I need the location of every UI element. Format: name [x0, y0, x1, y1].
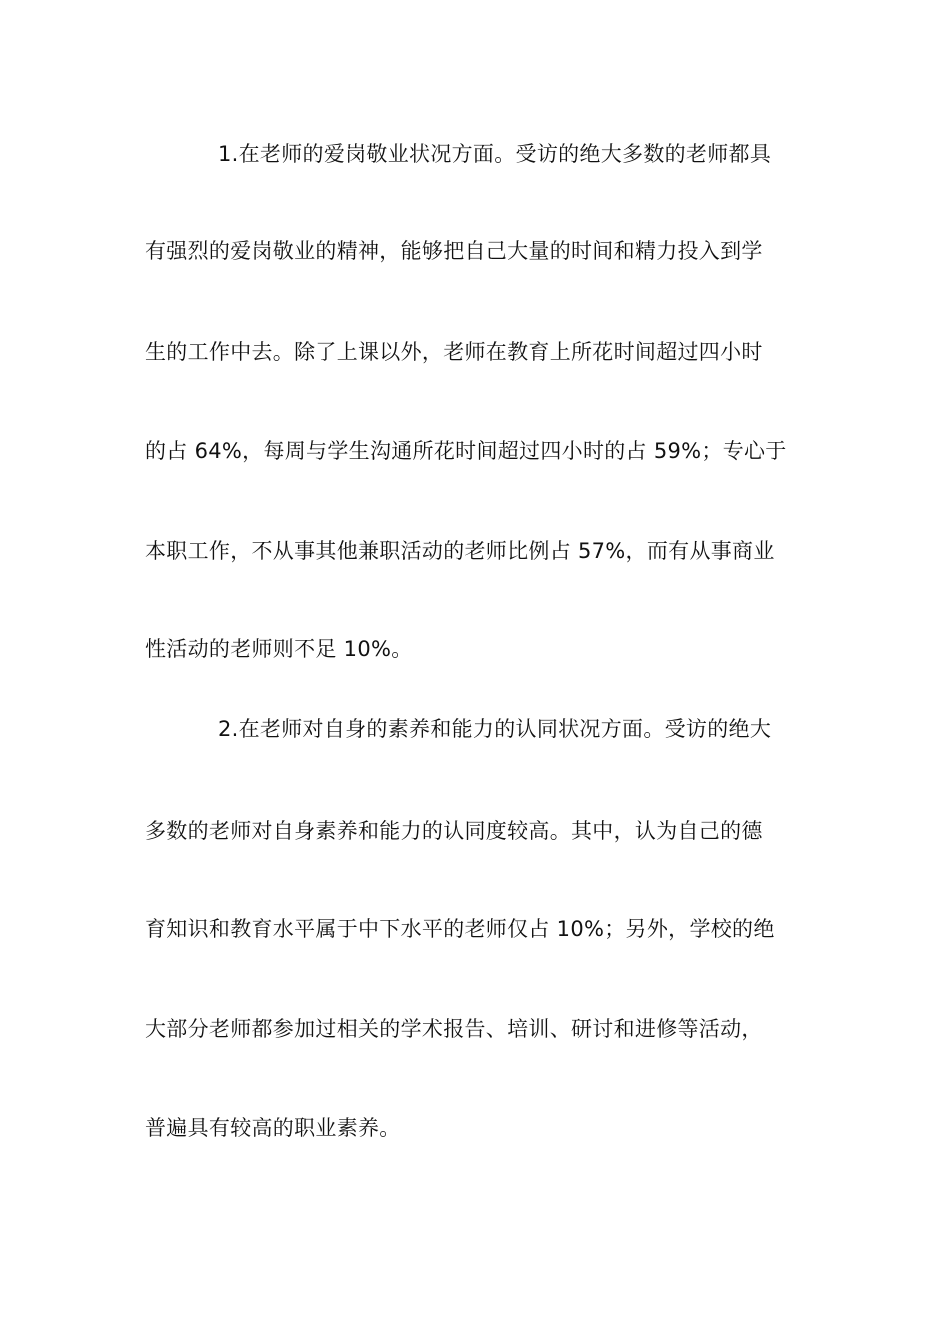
text-line: 大部分老师都参加过相关的学术报告、培训、研讨和进修等活动，: [145, 1017, 763, 1041]
text-line: 有强烈的爱岗敬业的精神，能够把自己大量的时间和精力投入到学: [145, 239, 763, 263]
text-line: 育知识和教育水平属于中下水平的老师仅占 10%；另外，学校的绝: [145, 917, 775, 941]
text-line: 多数的老师对自身素养和能力的认同度较高。其中，认为自己的德: [145, 819, 763, 843]
text-line: 的占 64%，每周与学生沟通所花时间超过四小时的占 59%；专心于: [145, 439, 787, 463]
text-line: 普遍具有较高的职业素养。: [145, 1116, 401, 1140]
text-line: 2.在老师对自身的素养和能力的认同状况方面。受访的绝大: [218, 717, 772, 741]
text-line: 1.在老师的爱岗敬业状况方面。受访的绝大多数的老师都具: [218, 142, 772, 166]
text-line: 生的工作中去。除了上课以外，老师在教育上所花时间超过四小时: [145, 340, 763, 364]
text-line: 性活动的老师则不足 10%。: [145, 637, 413, 661]
text-line: 本职工作，不从事其他兼职活动的老师比例占 57%，而有从事商业: [145, 539, 775, 563]
